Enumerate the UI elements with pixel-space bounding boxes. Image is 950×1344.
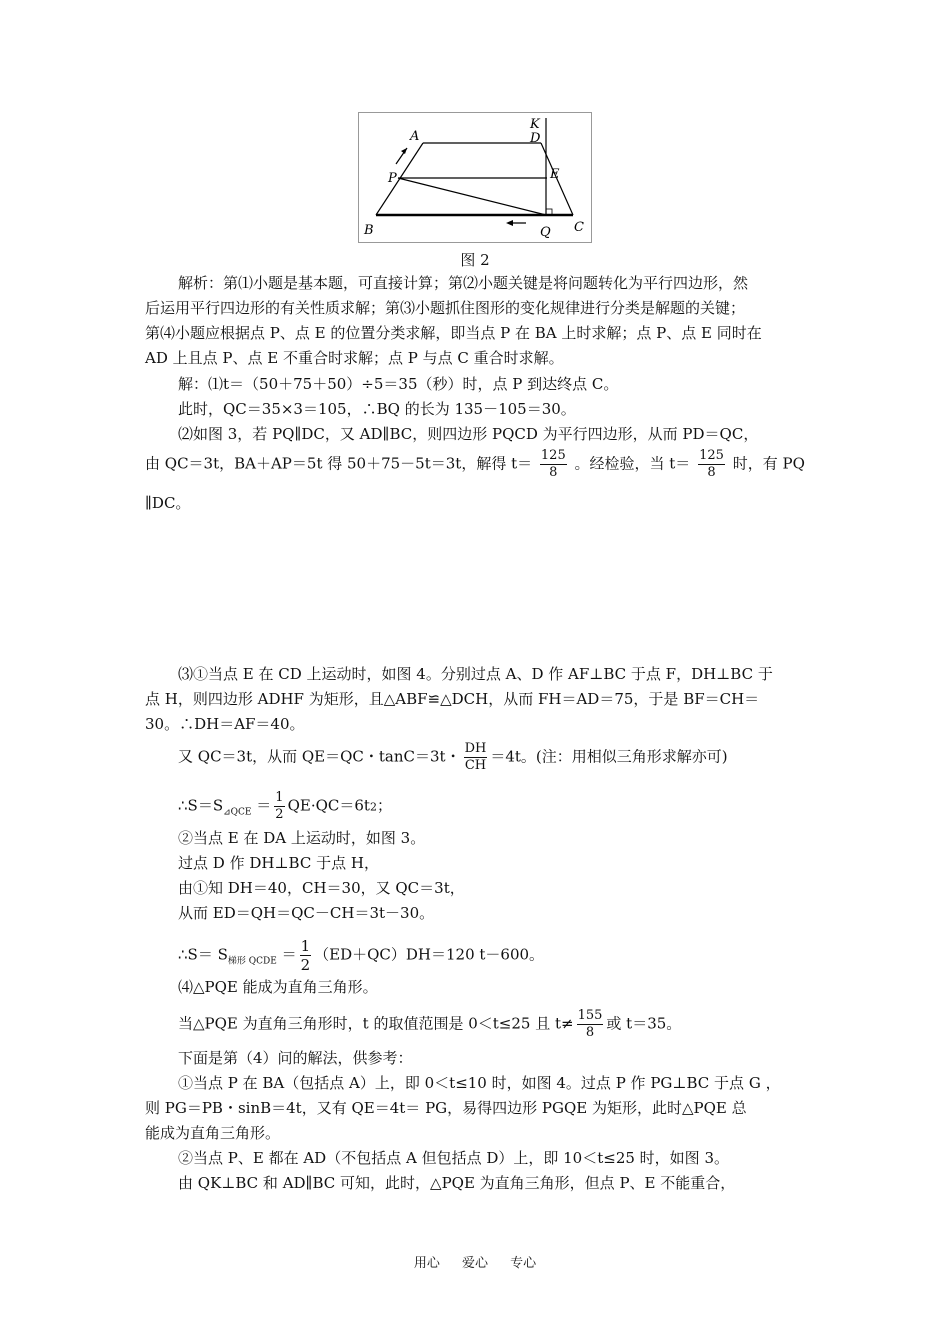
analysis-line-1: 解析：第⑴小题是基本题，可直接计算；第⑵小题关键是将问题转化为平行四边形，然 bbox=[178, 274, 749, 292]
sol4-line-6: 能成为直角三角形。 bbox=[145, 1124, 281, 1142]
sol2-line-1: ⑵如图 3，若 PQ∥DC，又 AD∥BC，则四边形 PQCD 为平行四边形，从而 PD＝QC， bbox=[178, 425, 759, 443]
figure-caption: 图 2 bbox=[460, 251, 490, 269]
sol3-line-8: 由①知 DH＝40，CH＝30，又 QC＝3t， bbox=[178, 879, 465, 897]
sol4-line-8: 由 QK⊥BC 和 AD∥BC 可知，此时，△PQE 为直角三角形，但点 P、E 不能重合， bbox=[178, 1174, 736, 1192]
label-d: D bbox=[530, 131, 541, 146]
footer-item-1: 用心 bbox=[413, 1256, 440, 1271]
sol4-line-3: 下面是第（4）问的解法，供参考： bbox=[178, 1049, 413, 1067]
trapezoid-diagram bbox=[358, 112, 592, 243]
label-k: K bbox=[530, 117, 540, 132]
footer-item-3: 专心 bbox=[510, 1256, 537, 1271]
sol3-line-6: ②当点 E 在 DA 上运动时，如图 3。 bbox=[178, 829, 426, 847]
label-e: E bbox=[550, 167, 560, 182]
label-q: Q bbox=[540, 225, 551, 240]
analysis-line-3: 第⑷小题应根据点 P、点 E 的位置分类求解，即当点 P 在 BA 上时求解；点 P、点 E 同时在 bbox=[145, 324, 762, 342]
footer-item-2: 爱心 bbox=[461, 1256, 488, 1271]
fraction-125-8: $\frac{125}{8}$ bbox=[540, 448, 566, 480]
label-c: C bbox=[574, 220, 584, 235]
sol2-text-c: 时，有 PQ bbox=[732, 454, 805, 473]
label-b: B bbox=[364, 223, 374, 238]
figure-2 bbox=[358, 112, 592, 243]
sol3-line-5: $\therefore S=S_{⊿QCE}$ ＝ $\frac{1}{2}$ QE·QC＝6t2； bbox=[178, 790, 392, 822]
sol2-text-a: 由 QC＝3t，BA＋AP＝5t 得 50＋75－5t＝3t，解得 t＝ bbox=[145, 454, 533, 473]
sol3-line-7: 过点 D 作 DH⊥BC 于点 H， bbox=[178, 854, 379, 872]
fraction-125-8-check: $\frac{125}{8}$ bbox=[699, 448, 724, 480]
sol3-line-9: 从而 ED＝QH＝QC－CH＝3t－30。 bbox=[178, 904, 435, 922]
sol2-line-2 bbox=[145, 448, 805, 481]
fraction-dh-ch: $\frac{DH}{CH}$ bbox=[464, 741, 487, 773]
sol3-line-10: ∴S＝ $S_{梯形 QCDE}$ ＝ $\frac{1}{2}$ （ED＋QC）DH＝120 t－600。 bbox=[178, 937, 545, 974]
analysis-line-4: AD 上且点 P、点 E 不重合时求解；点 P 与点 C 重合时求解。 bbox=[145, 349, 564, 367]
sol4-line-1: ⑷△PQE 能成为直角三角形。 bbox=[178, 978, 378, 996]
sol2-line-3: ∥DC。 bbox=[145, 494, 191, 512]
fraction-155-8: $\frac{155}{8}$ bbox=[577, 1008, 603, 1040]
sol2-text-b: 。经检验，当 t＝ bbox=[574, 454, 691, 473]
sol4-line-2: 当△PQE 为直角三角形时，t 的取值范围是 0＜t≤25 且 t≠ $\frac{155}{8}$ 或 t＝35。 bbox=[178, 1008, 682, 1040]
fraction-1-2: $\frac{1}{2}$ bbox=[275, 790, 284, 822]
sol4-line-4: ①当点 P 在 BA（包括点 A）上，即 0＜t≤10 时，如图 4。过点 P 作 PG⊥BC 于点 G ， bbox=[178, 1074, 781, 1092]
fraction-1-2-trap: $\frac{1}{2}$ bbox=[300, 937, 311, 974]
sol4-line-5: 则 PG＝PB・sinB＝4t，又有 QE＝4t＝ PG，易得四边形 PGQE 为矩形，此时△PQE 总 bbox=[145, 1099, 747, 1117]
page-footer bbox=[0, 1252, 950, 1271]
label-p: P bbox=[388, 171, 397, 186]
label-a: A bbox=[410, 129, 420, 144]
sol3-line-3: 30。∴DH＝AF＝40。 bbox=[145, 715, 305, 733]
sol4-line-7: ②当点 P、E 都在 AD（不包括点 A 但包括点 D）上，即 10＜t≤25 时，如图 3。 bbox=[178, 1149, 729, 1167]
sol3-line-2: 点 H，则四边形 ADHF 为矩形，且△ABF≌△DCH，从而 FH＝AD＝75，于是 BF＝CH＝ bbox=[145, 690, 760, 708]
sol1-line-2: 此时，QC＝35×3＝105，∴BQ 的长为 135－105＝30。 bbox=[178, 400, 576, 418]
sol3-line-1: ⑶①当点 E 在 CD 上运动时，如图 4。分别过点 A、D 作 AF⊥BC 于点 F，DH⊥BC 于 bbox=[178, 665, 773, 683]
analysis-line-2: 后运用平行四边形的有关性质求解；第⑶小题抓住图形的变化规律进行分类是解题的关键； bbox=[145, 299, 746, 317]
sol3-line-4: 又 QC＝3t，从而 QE＝QC・tanC＝3t・ $\frac{DH}{CH}$ ＝4t。(注：用相似三角形求解亦可) bbox=[178, 741, 728, 773]
sol1-line-1: 解：⑴t＝（50＋75＋50）÷5＝35（秒）时，点 P 到达终点 C。 bbox=[178, 375, 619, 393]
